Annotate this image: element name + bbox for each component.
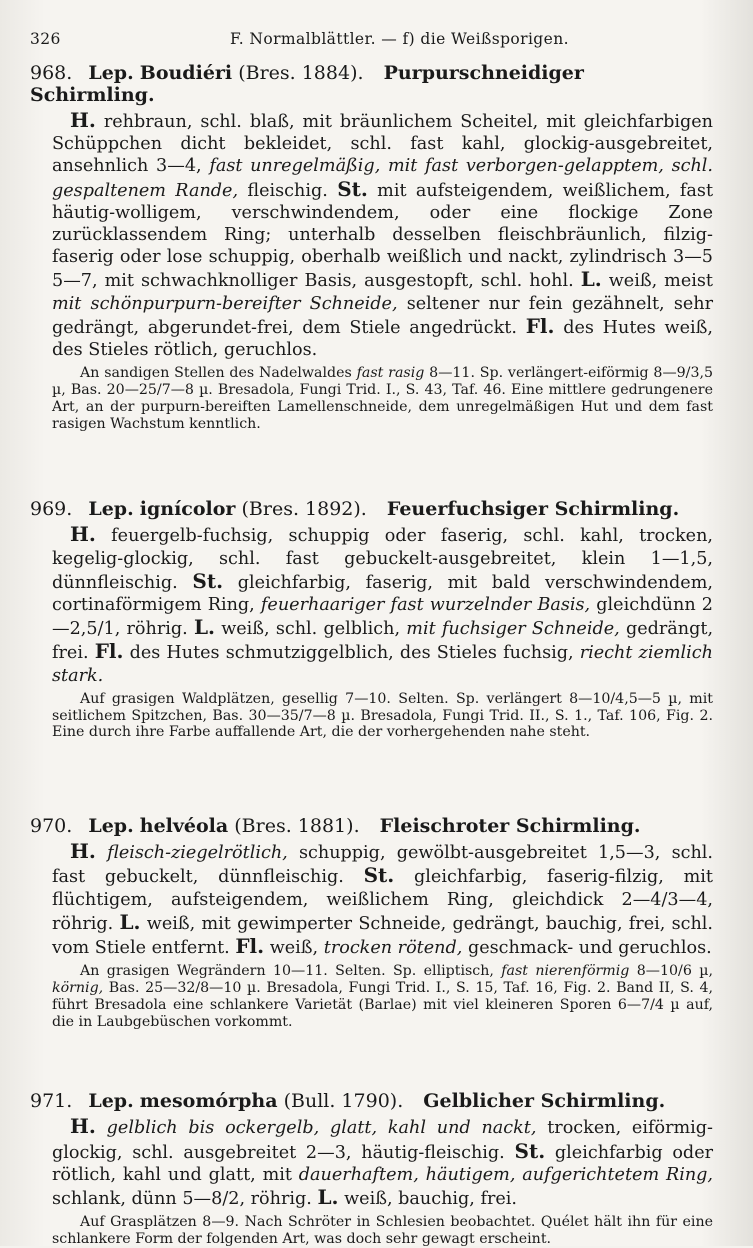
description (52, 109, 713, 361)
authority: (Bres. 1884). (238, 62, 364, 84)
stem-text-italic: dauerhaftem, häutigem, aufgerichtetem Ring, (298, 1164, 714, 1185)
species-name: ignícolor (139, 498, 236, 521)
species-name: Boudiéri (139, 62, 233, 84)
flesh-text: des Hutes schmutziggelblich, des Stieles fuchsig, (129, 643, 574, 664)
entry-heading (30, 815, 713, 837)
genus: Lep. (88, 815, 134, 838)
flesh-text-italic: trocken rötend, (323, 938, 463, 959)
entry-number: 971. (30, 1090, 73, 1113)
stem-label: St. (192, 568, 224, 593)
note-text: Auf grasigen Waldplätzen, gesellig 7—10. Selten. Sp. verlängert 8—10/4,5—5 µ, mit seitlichem Spitzchen, Bas. 30—35/7—8 µ. Bresadola, Fungi Trid. II., S. 1., Taf. 106, Fig. 2. Eine durch ihre Farbe auffallende Art, die der vorhergehenden nahe steht. (52, 690, 713, 741)
stem-label: St. (337, 176, 368, 201)
hat-text-italic: gelblich bis ockergelb, glatt, kahl und nackt, (106, 1118, 537, 1139)
flesh-text-italic: riecht ziemlich stark. (52, 643, 713, 686)
stem-label: St. (514, 1138, 546, 1163)
entry-heading (30, 1090, 713, 1112)
genus: Lep. (88, 1090, 134, 1113)
note-text-end: Bas. 25—32/8—10 µ. Bresadola, Fungi Trid. I., S. 15, Taf. 16, Fig. 2. Band II, S. 4, führt Bresadola eine schlankere Varietät (Barlae) mit viel kleineren Sporen 6—7/4 µ auf, die in Laubgebüschen vorkommt. (52, 980, 713, 1030)
entry-note (52, 963, 713, 1030)
species-name: mesomórpha (139, 1090, 278, 1113)
gills-text-italic: mit schönpurpurn-bereifter Schneide, (52, 293, 398, 314)
gills-label: L. (580, 267, 602, 292)
stem-text-end: schlank, dünn 5—8/2, röhrig. (52, 1189, 312, 1210)
hat-text-italic: fast unregelmäßig, mit fast verborgen-gelapptem, schl. gespaltenem Rande, (52, 156, 713, 201)
running-head (30, 30, 713, 48)
gills-text: weiß, schl. gelblich, (221, 619, 401, 640)
common-name: Fleischroter Schirmling. (379, 815, 641, 838)
entry-number: 970. (30, 815, 73, 838)
hat-text-end: fleischig. (247, 180, 328, 201)
species-entry-969 (30, 498, 714, 741)
flesh-label: Fl. (94, 639, 124, 664)
gills-label: L. (317, 1185, 339, 1210)
entry-number: 968. (30, 62, 73, 84)
hat-text-italic: fleisch-ziegelrötlich, (107, 843, 288, 864)
entry-note (52, 1214, 713, 1248)
note-text: An grasigen Wegrändern 10—11. Selten. Sp. elliptisch, (80, 963, 494, 980)
stem-label: St. (363, 863, 395, 888)
stem-text: gleichfarbig, faserig, mit bald verschwindendem, cortinaförmigem Ring, (52, 572, 713, 616)
description (52, 840, 713, 959)
note-text-italic-2: körnig, (52, 980, 104, 997)
note-text-middle: 8—10/6 µ, (636, 963, 713, 980)
species-entry-970 (30, 815, 714, 1030)
note-text-italic: fast rasig (356, 365, 425, 382)
gills-text-end: seltener nur fein gezähnelt, sehr gedrängt, abgerundet-frei, dem Stiele angedrückt. (52, 293, 713, 338)
note-text-italic: fast nierenförmig (501, 963, 630, 980)
note-text: An sandigen Stellen des Nadelwaldes (80, 365, 352, 382)
flesh-label: Fl. (525, 313, 555, 338)
entry-note (52, 365, 713, 432)
gills-text: weiß, bauchig, frei. (344, 1189, 518, 1210)
entry-heading (30, 498, 713, 520)
common-name: Feuerfuchsiger Schirmling. (386, 498, 680, 521)
gills-text: weiß, meist (608, 271, 713, 292)
hat-text: feuergelb-fuchsig, schuppig oder faserig, schl. kahl, trocken, kegelig-glockig, schl. fast gebuckelt-ausgebreitet, klein 1—1,5, dünnfleischig. (52, 526, 713, 593)
entry-note (52, 691, 713, 741)
entry-heading (30, 62, 713, 106)
description (52, 523, 713, 686)
authority: (Bres. 1892). (241, 498, 367, 521)
gills-text-end: gedrängt, frei. (52, 619, 714, 664)
common-name: Purpurschneidiger Schirmling. (30, 62, 584, 106)
stem-text: mit aufsteigendem, weißlichem, fast häutig-wolligem, verschwindendem, oder eine flockige Zone zurücklassendem Ring; unterhalb desselben fleischbräunlich, filzig-faserig oder lose schuppig, oberhalb weißlich und nackt, zylindrisch 3—5 5—7, mit schwachknolliger Basis, ausgestopft, schl. hohl. (52, 180, 714, 292)
hat-label: H. (70, 108, 96, 132)
stem-text-italic: feuerhaariger fast wurzelnder Basis, (260, 595, 591, 616)
entry-number: 969. (30, 498, 73, 521)
page-number: 326 (30, 30, 61, 48)
stem-text-end: gleichdünn 2—2,5/1, röhrig. (52, 595, 713, 640)
species-entry-971 (30, 1090, 714, 1248)
genus: Lep. (88, 62, 134, 84)
species-entry-968 (30, 62, 714, 432)
stem-text: gleichfarbig oder rötlich, kahl und glatt, mit (52, 1142, 714, 1185)
flesh-text-end: geschmack- und geruchlos. (467, 938, 712, 959)
hat-text: rehbraun, schl. blaß, mit bräunlichem Scheitel, mit gleichfarbigen Schüppchen dicht bekleidet, schl. fast kahl, glockig-ausgebreitet, ansehnlich 3—4, (52, 112, 714, 177)
gills-text-italic: mit fuchsiger Schneide, (406, 619, 620, 640)
flesh-label: Fl. (235, 934, 265, 959)
hat-label: H. (70, 839, 96, 864)
hat-label: H. (70, 1114, 96, 1139)
hat-text: trocken, eiförmig-glockig, schl. ausgebreitet 2—3, häutig-fleischig. (52, 1118, 714, 1163)
gills-label: L. (193, 615, 215, 640)
note-text-end: 8—11. Sp. verlängert-eiförmig 8—9/3,5 µ, Bas. 20—25/7—8 µ. Bresadola, Fungi Trid. I., S. 43, Taf. 46. Eine mittlere gedrungenere Art, an der purpurn-bereiften Lamellenschneide, dem unregelmäßigen Hut und dem fast rasigen Wachstum kenntlich. (52, 365, 714, 432)
hat-text: schuppig, gewölbt-ausgebreitet 1,5—3, schl. fast gebuckelt, dünnfleischig. (52, 843, 714, 888)
genus: Lep. (88, 498, 134, 521)
gills-label: L. (119, 909, 141, 934)
hat-label: H. (70, 522, 96, 547)
authority: (Bull. 1790). (283, 1090, 404, 1113)
species-name: helvéola (139, 815, 229, 838)
common-name: Gelblicher Schirmling. (423, 1090, 666, 1113)
running-head-title: F. Normalblättler. — f) die Weißsporigen. (230, 30, 569, 48)
stem-text: gleichfarbig, faserig-filzig, mit flüchtigem, aufsteigendem, weißlichem Ring, gleichdick 2—4/3—4, röhrig. (52, 867, 714, 934)
flesh-text: des Hutes weiß, des Stieles rötlich, geruchlos. (52, 317, 714, 361)
description (52, 1115, 713, 1210)
flesh-text: weiß, (269, 938, 319, 959)
gills-text: weiß, mit gewimperter Schneide, gedrängt, bauchig, frei, schl. vom Stiele entfernt. (52, 913, 714, 959)
note-text: Auf Grasplätzen 8—9. Nach Schröter in Schlesien beobachtet. Quélet hält ihn für eine schlankere Form der folgenden Art, was doch sehr gewagt erscheint. (52, 1214, 713, 1248)
authority: (Bres. 1881). (234, 815, 360, 838)
